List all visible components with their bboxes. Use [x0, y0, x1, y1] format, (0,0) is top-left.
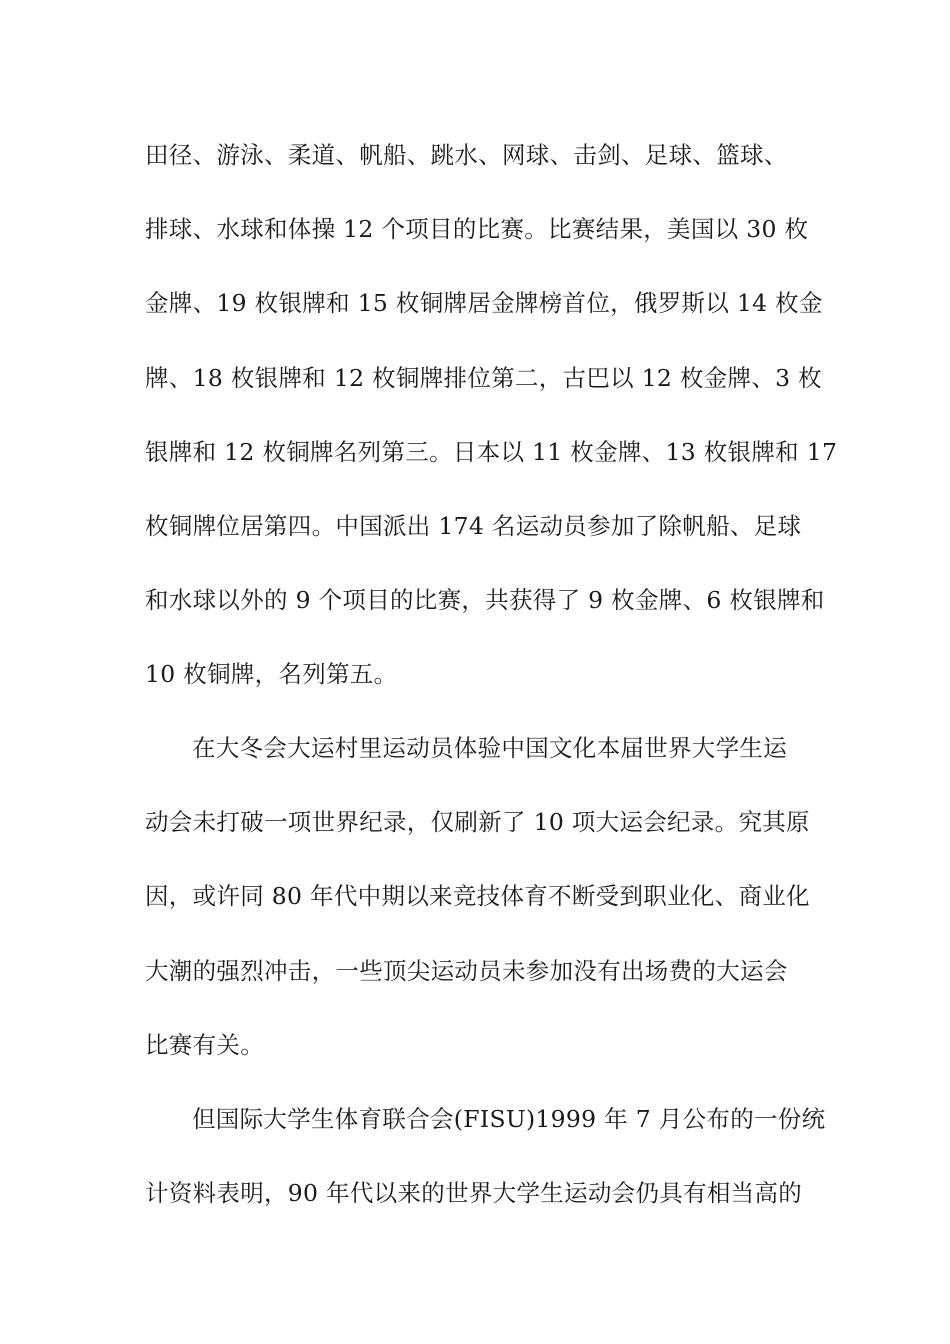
- paragraph-line: 因，或许同 80 年代中期以来竞技体育不断受到职业化、商业化: [145, 882, 810, 911]
- paragraph-line: 大潮的强烈冲击，一些顶尖运动员未参加没有出场费的大运会: [145, 956, 788, 985]
- paragraph-line: 10 枚铜牌，名列第五。: [145, 660, 398, 689]
- paragraph-line: 排球、水球和体操 12 个项目的比赛。比赛结果，美国以 30 枚: [145, 215, 809, 244]
- paragraph-1: [145, 118, 838, 712]
- paragraph-line: 金牌、19 枚银牌和 15 枚铜牌居金牌榜首位，俄罗斯以 14 枚金: [145, 289, 823, 318]
- paragraph-line: 动会未打破一项世界纪录，仅刷新了 10 项大运会纪录。究其原: [145, 808, 810, 837]
- paragraph-line: 牌、18 枚银牌和 12 枚铜牌排位第二，古巴以 12 枚金牌、3 枚: [145, 363, 822, 392]
- paragraph-line: 在大冬会大运村里运动员体验中国文化本届世界大学生运: [192, 734, 787, 762]
- paragraph-line: 枚铜牌位居第四。中国派出 174 名运动员参加了除帆船、足球: [145, 511, 802, 540]
- paragraph-3: [145, 1082, 826, 1230]
- paragraph-line: 计资料表明，90 年代以来的世界大学生运动会仍具有相当高的: [145, 1179, 803, 1208]
- paragraph-line: 但国际大学生体育联合会(FISU)1999 年 7 月公布的一份统: [192, 1105, 826, 1133]
- paragraph-line: 田径、游泳、柔道、帆船、跳水、网球、击剑、足球、篮球、: [145, 141, 788, 169]
- paragraph-line: 和水球以外的 9 个项目的比赛，共获得了 9 枚金牌、6 枚银牌和: [145, 586, 825, 615]
- paragraph-line: 比赛有关。: [145, 1030, 264, 1059]
- paragraph-2: [145, 711, 810, 1082]
- paragraph-line: 银牌和 12 枚铜牌名列第三。日本以 11 枚金牌、13 枚银牌和 17: [145, 437, 838, 466]
